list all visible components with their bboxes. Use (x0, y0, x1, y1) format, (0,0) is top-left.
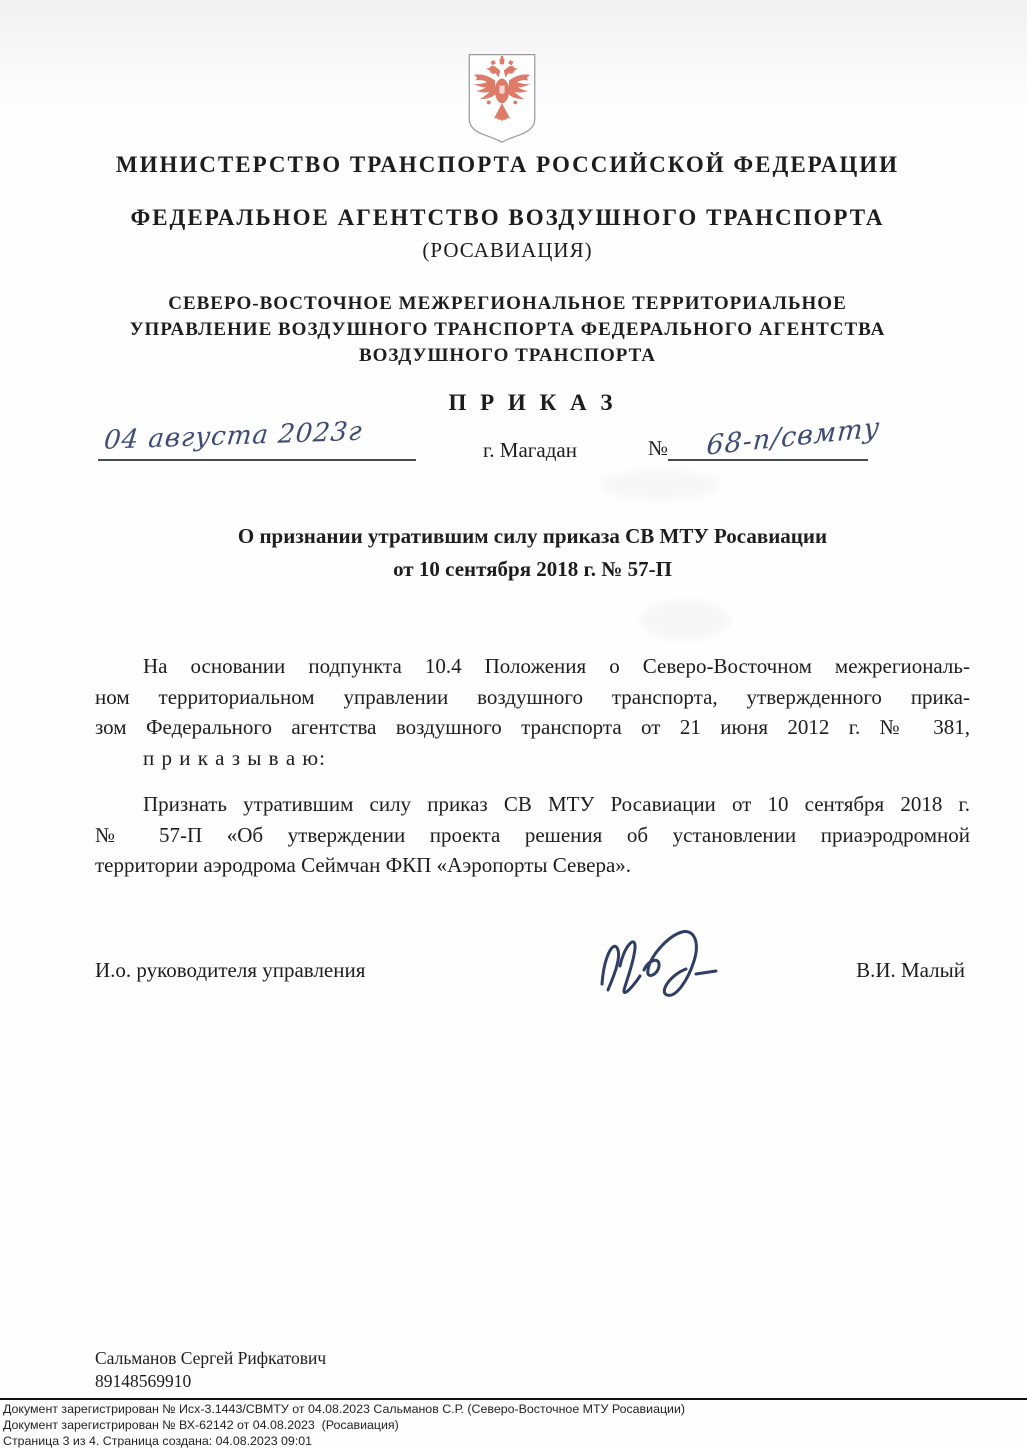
handwritten-date: 04 августа 2023г (102, 416, 365, 456)
signer-name: В.И. Малый (856, 958, 965, 982)
body-paragraph-resolution (95, 789, 970, 881)
ministry-title: МИНИСТЕРСТВО ТРАНСПОРТА РОССИЙСКОЙ ФЕДЕРАЦИИ (115, 152, 900, 177)
agency-title: ФЕДЕРАЛЬНОЕ АГЕНТСТВО ВОЗДУШНОГО ТРАНСПОРТА (130, 205, 885, 230)
order-keyword: п р и к а з ы в а ю: (143, 745, 326, 770)
subject-line: от 10 сентября 2018 г. № 57-П (393, 557, 672, 581)
department-line: УПРАВЛЕНИЕ ВОЗДУШНОГО ТРАНСПОРТА ФЕДЕРАЛЬНОГО АГЕНТСТВА (129, 319, 886, 340)
body-line: Признать утратившим силу приказ СВ МТУ Росавиации от 10 сентября 2018 г. (143, 792, 970, 816)
registration-line: Документ зарегистрирован № ВХ-62142 от 04.08.2023 (Росавиация) (3, 1417, 399, 1432)
department-title (55, 291, 960, 369)
department-line: ВОЗДУШНОГО ТРАНСПОРТА (358, 345, 657, 366)
russia-coat-of-arms-icon (462, 52, 542, 144)
body-paragraph-preamble (95, 651, 970, 773)
city-label: г. Магадан (483, 438, 577, 462)
body-line: территории аэродрома Сеймчан ФКП «Аэропорты Севера». (95, 853, 632, 877)
document-type-heading: П Р И К А З (448, 390, 617, 415)
agency-short-title: (РОСАВИАЦИЯ) (422, 238, 593, 262)
subject-line: О признании утратившим силу приказа СВ МТУ Росавиации (237, 524, 828, 548)
registration-line: Документ зарегистрирован № Исх-3.1443/СВМТУ от 04.08.2023 Сальманов С.Р. (Северо-Восточное МТУ Росавиации) (3, 1402, 686, 1416)
signature-autograph (588, 918, 778, 1018)
scan-artifact (640, 600, 730, 640)
footer-divider (0, 1398, 1027, 1400)
page-info-line: Страница 3 из 4. Страница создана: 04.08.2023 09:01 (3, 1433, 313, 1448)
handwritten-number: 68-п/свмту (705, 412, 882, 462)
department-line: СЕВЕРО-ВОСТОЧНОЕ МЕЖРЕГИОНАЛЬНОЕ ТЕРРИТОРИАЛЬНОЕ (168, 293, 847, 314)
executor-contact (95, 1347, 326, 1393)
signer-position: И.о. руководителя управления (95, 958, 366, 982)
body-line: ном территориальном управлении воздушного транспорта, утвержденного прика- (95, 684, 970, 709)
executor-name: Сальманов Сергей Рифкатович (95, 1348, 327, 1368)
number-underline (668, 459, 868, 461)
order-subject (95, 520, 970, 586)
date-underline (98, 459, 416, 461)
registration-footer (3, 1402, 1023, 1449)
number-label: № (648, 436, 669, 460)
body-line: На основании подпункта 10.4 Положения о Северо-Восточном межрегиональ- (143, 654, 970, 678)
executor-phone: 89148569910 (95, 1371, 192, 1391)
body-line: № 57-П «Об утверждении проекта решения об установлении приаэродромной (95, 822, 970, 847)
body-line: зом Федерального агентства воздушного транспорта от 21 июня 2012 г. № 381, (95, 715, 970, 739)
scan-artifact (600, 470, 720, 500)
